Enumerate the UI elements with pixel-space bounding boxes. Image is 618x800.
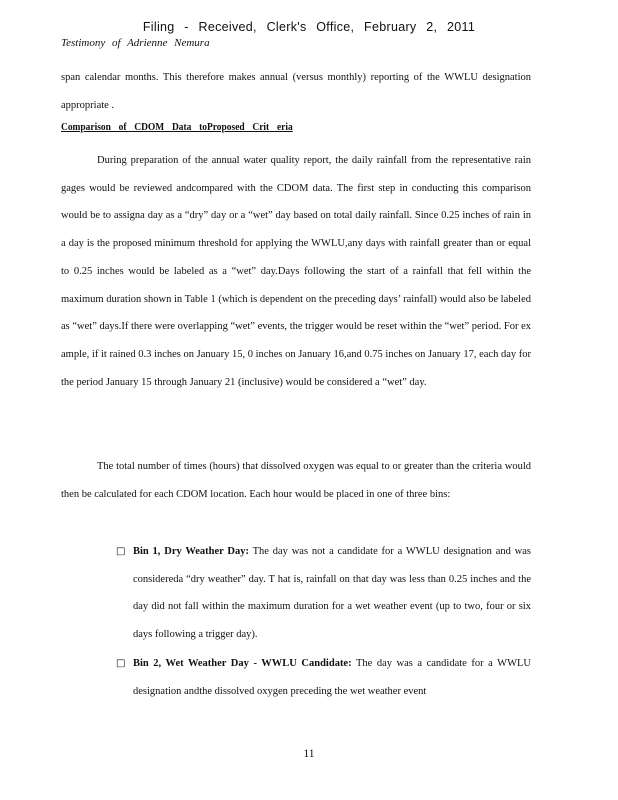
bullet-text: [133, 650, 531, 705]
paragraph-continuation: span calendar months. This therefore makes annual (versus monthly) reporting of the WWLU designation appropriate .: [61, 72, 531, 111]
bullet-marker-icon: □: [116, 658, 126, 669]
bullet-lead: Bin 1, Dry Weather Day:: [133, 546, 250, 557]
page-number: 11: [303, 748, 315, 760]
bullet-lead: Bin 2, Wet Weather Day - WWLU Candidate:: [133, 658, 352, 669]
testimony-header: Testimony of Adrienne Nemura: [61, 37, 210, 49]
bullet-body: The day was not a candidate for a WWLU designation and was considereda “dry weather” day. T hat is, rainfall on that day was less than 0.25 inches and the day did not fall within the maximum duration for a wet weather event (up to two, four or six days following a trigger day).: [133, 546, 531, 641]
bullet-marker-icon: □: [116, 546, 126, 557]
section-heading: Comparison of CDOM Data toProposed Crit eria: [61, 122, 293, 133]
filing-header: Filing - Received, Clerk's Office, February 2, 2011: [142, 20, 476, 34]
bullet-text: [133, 538, 531, 649]
paragraph-comparison: During preparation of the annual water quality report, the daily rainfall from the representative rain gages would be reviewed andcompared with the CDOM data. The first step in conducting this comparison would be to assigna day as a “dry” day or a “wet” day based on total daily rainfall. Since 0.25 inches of rain in a day is the proposed minimum threshold for applying the WWLU,any days with rainfall greater than or equal to 0.25 inches would be labeled as a “wet” day.Days following the start of a rainfall that fell within the maximum duration shown in Table 1 (which is dependent on the preceding days’ rainfall) would also be labeled as “wet” days.If there were overlapping “wet” events, the trigger would be reset within the “wet” period. For ex ample, if it rained 0.3 inches on January 15, 0 inches on January 16,and 0.75 inches on January 17, each day for the period January 15 through January 21 (inclusive) would be considered a “wet” day.: [61, 155, 531, 388]
bullet-body: The day was a candidate for a WWLU designation andthe dissolved oxygen preceding the wet weather event: [133, 658, 531, 697]
paragraph-total-hours: The total number of times (hours) that dissolved oxygen was equal to or greater than the criteria would then be calculated for each CDOM location. Each hour would be placed in one of three bins:: [61, 461, 531, 500]
